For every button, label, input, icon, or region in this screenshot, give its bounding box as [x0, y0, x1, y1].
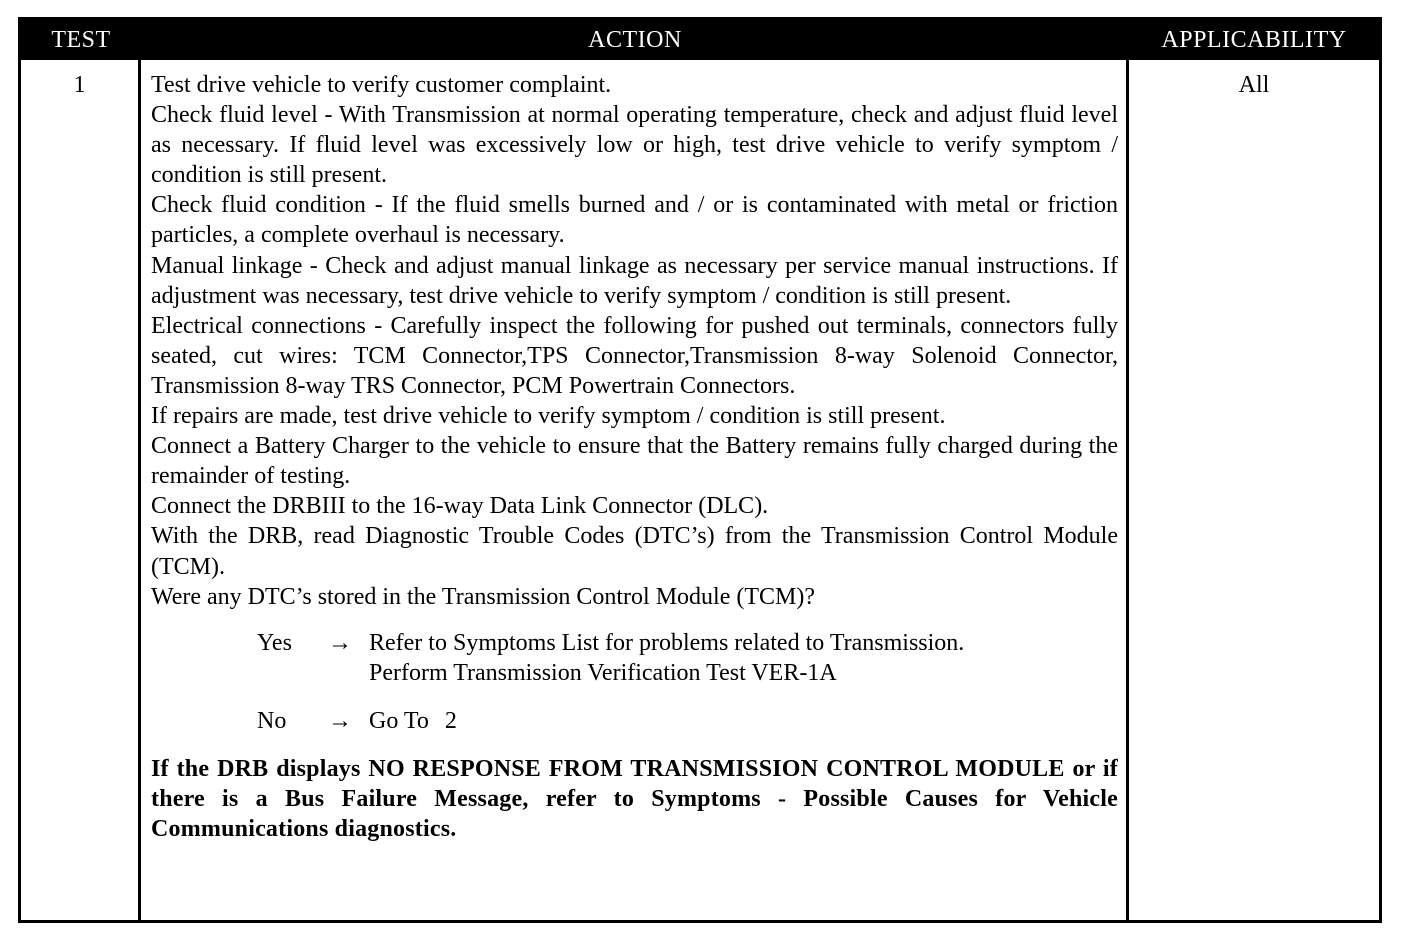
test-number-cell	[21, 60, 141, 920]
action-paragraph: If repairs are made, test drive vehicle to verify symptom / condition is still present.	[151, 403, 946, 430]
header-test: TEST	[51, 26, 111, 53]
action-paragraph: Check fluid level - With Transmission at normal operating temperature, check and adjust fluid level as necessary. If fluid level was excessively low or high, test drive vehicle to verify symptom / condition is still present.	[151, 102, 1118, 189]
answer-no	[151, 706, 1118, 736]
no-text	[369, 706, 1118, 736]
test-number: 1	[73, 72, 86, 98]
arrow-right-icon: →	[328, 629, 352, 656]
action-paragraph: Electrical connections - Carefully inspect the following for pushed out terminals, connectors fully seated, cut wires: TCM Connector,TPS Connector,Transmission 8-way Solenoid Connector, Transmission 8-way TRS Connector, PCM Powertrain Connectors.	[151, 312, 1118, 399]
question: Were any DTC’s stored in the Transmission Control Module (TCM)?	[151, 583, 816, 610]
goto-text: Go To	[369, 707, 429, 734]
header-applicability: APPLICABILITY	[1161, 26, 1347, 53]
answer-yes	[151, 628, 1118, 688]
yes-line-2: Perform Transmission Verification Test VER-1A	[369, 659, 837, 686]
action-paragraph: Test drive vehicle to verify customer complaint.	[151, 72, 612, 98]
bus-failure-note: If the DRB displays NO RESPONSE FROM TRANSMISSION CONTROL MODULE or if there is a Bus Failure Message, refer to Symptoms - Possible Causes for Vehicle Communications diagnostics.	[151, 755, 1118, 843]
yes-line-1: Refer to Symptoms List for problems related to Transmission.	[369, 629, 965, 656]
action-paragraph: Connect a Battery Charger to the vehicle to ensure that the Battery remains fully charged during the remainder of testing.	[151, 433, 1118, 490]
action-cell	[142, 60, 1129, 920]
action-paragraph: Check fluid condition - If the fluid smells burned and / or is contaminated with metal or friction particles, a complete overhaul is necessary.	[151, 192, 1118, 249]
table-header	[21, 20, 1379, 60]
answers	[151, 628, 1118, 736]
diagnostic-table	[18, 17, 1382, 923]
arrow-right-icon: →	[328, 707, 352, 734]
no-label: No	[257, 707, 287, 734]
goto-number: 2	[444, 707, 457, 734]
header-action: ACTION	[588, 26, 682, 53]
applicability-cell	[1129, 60, 1379, 920]
yes-text	[369, 628, 1118, 688]
action-paragraph: Manual linkage - Check and adjust manual linkage as necessary per service manual instructions. If adjustment was necessary, test drive vehicle to verify symptom / condition is still present.	[151, 252, 1118, 309]
action-paragraph: With the DRB, read Diagnostic Trouble Codes (DTC’s) from the Transmission Control Module (TCM).	[151, 523, 1118, 580]
applicability-value: All	[1238, 72, 1270, 98]
yes-label: Yes	[257, 629, 292, 656]
action-paragraph: Connect the DRBIII to the 16-way Data Link Connector (DLC).	[151, 493, 769, 520]
